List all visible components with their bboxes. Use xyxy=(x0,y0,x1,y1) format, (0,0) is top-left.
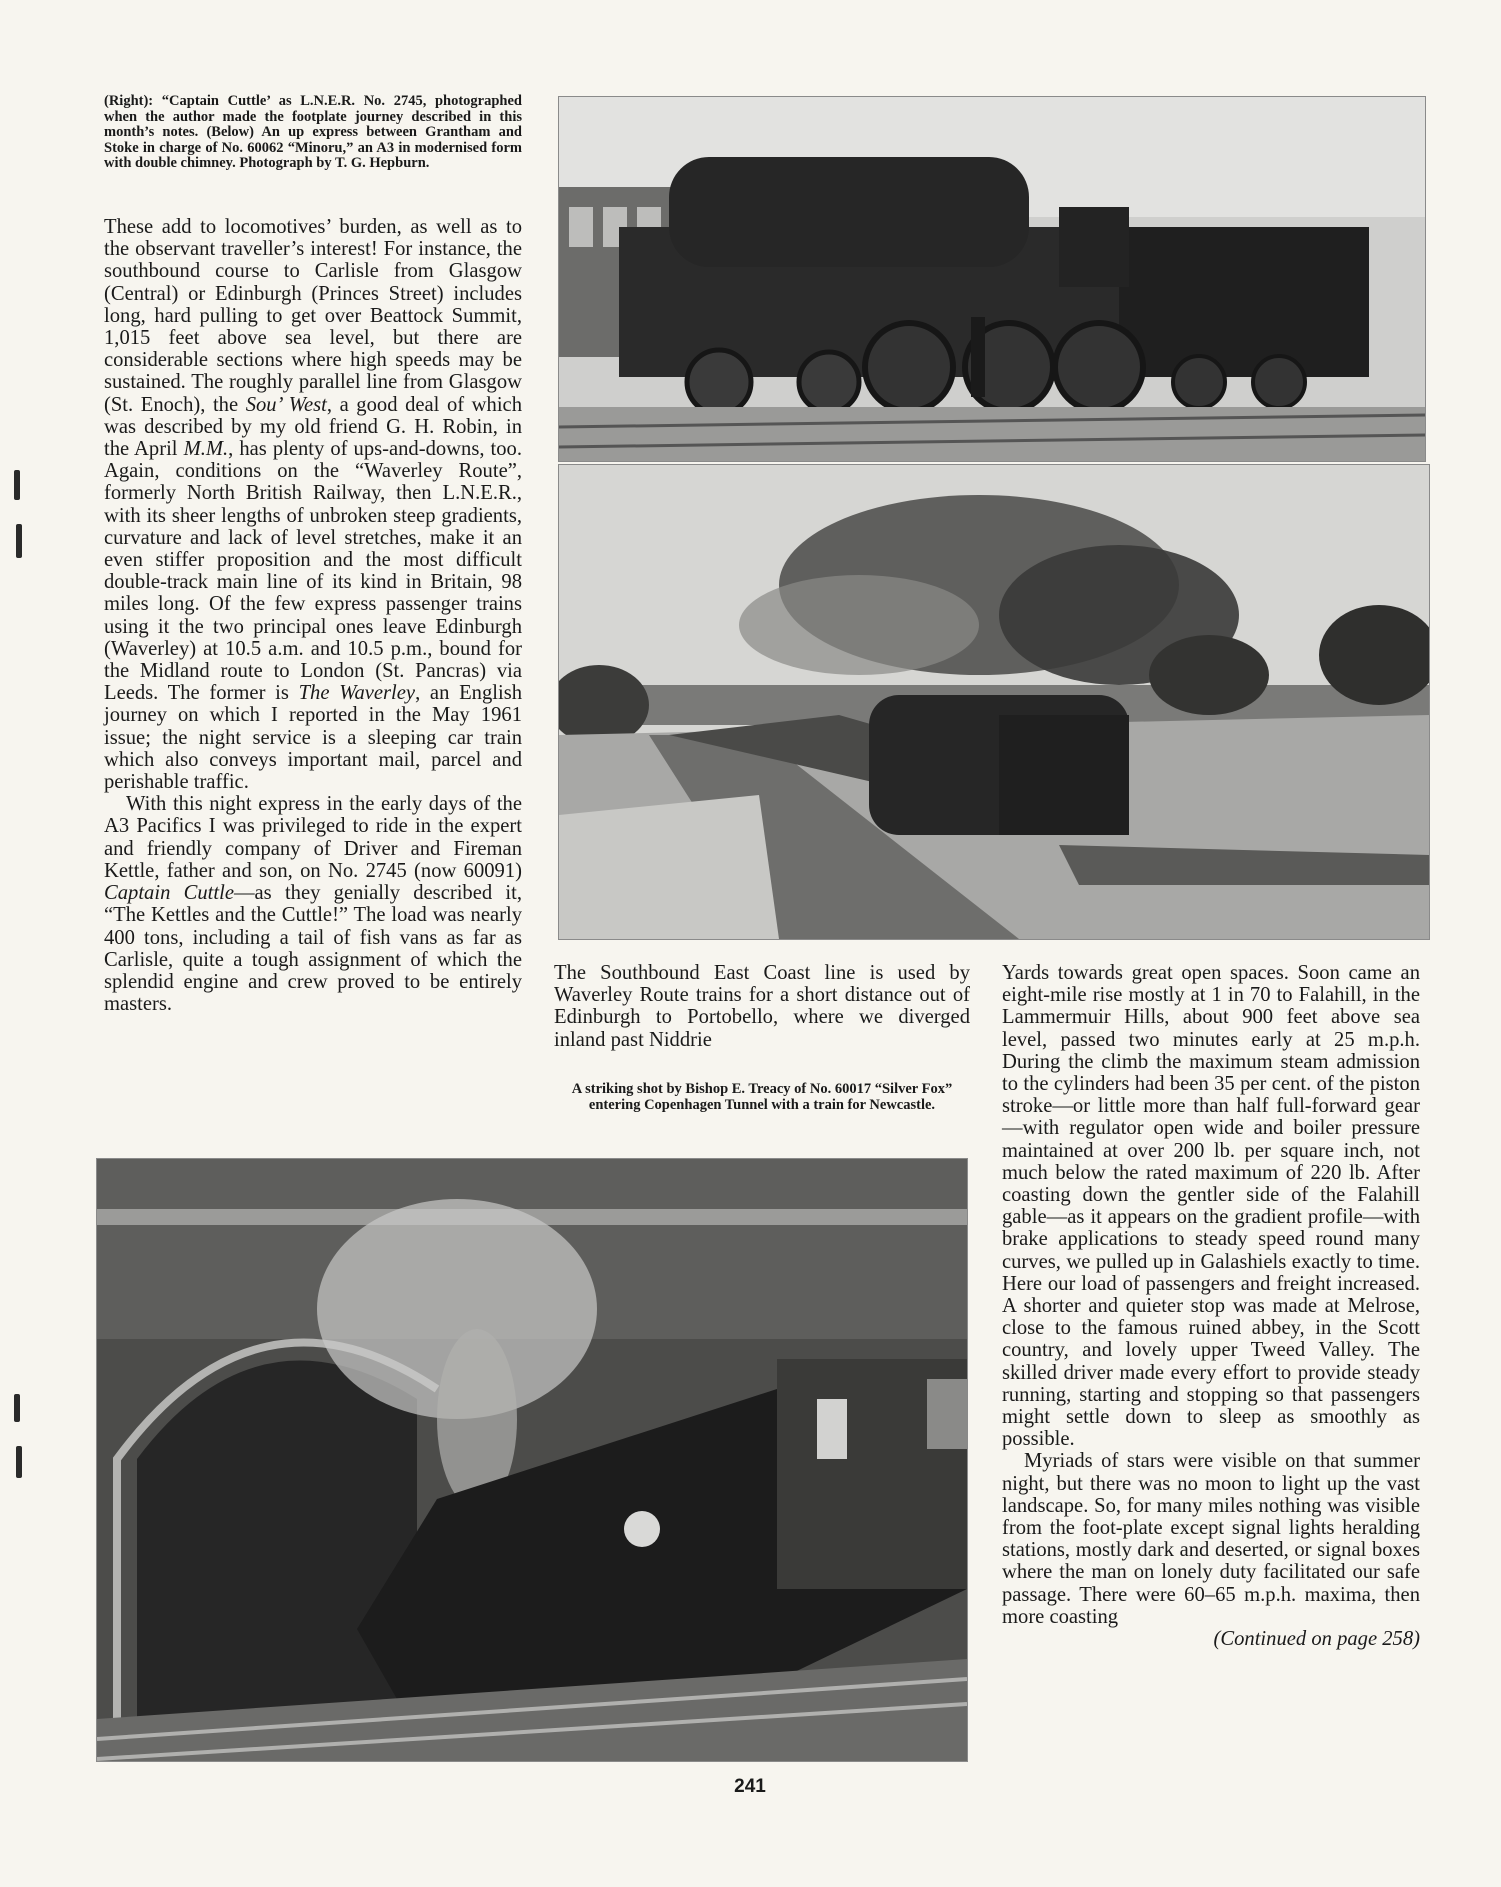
photo-captain-cuttle xyxy=(558,96,1426,462)
right-paragraph-1: Yards towards great open spaces. Soon came an eight-mile rise mostly at 1 in 70 to Falahill, in the Lammermuir Hills, about 900 feet above sea level, passed two minutes early at 25 m.p.h. During the climb the maximum steam admission to the cylinders had been 35 per cent. of the piston stroke—or little more than half full-forward gear—with regulator open wide and boiler pressure maintained at over 200 lb. per square inch, not much below the rated maximum of 220 lb. After coasting down the gentler side of the Falahill gable—as it appears on the gradient profile—with brake applications to steady speed round many curves, we pulled up in Galashiels exactly to time. Here our load of passengers and freight increased. A shorter and quieter stop was made at Melrose, close to the famous ruined abbey, in the Scott country, and lovely upper Tweed Valley. The skilled driver made every effort to provide steady running, starting and stopping so that passengers might settle down to sleep as smoothly as possible. xyxy=(1002,962,1420,1451)
continued-note: (Continued on page 258) xyxy=(1213,1628,1420,1651)
photo-silver-fox-tunnel xyxy=(96,1158,968,1762)
left-column-text xyxy=(104,216,522,1015)
right-column-text xyxy=(1002,962,1420,1650)
top-photo-caption: (Right): “Captain Cuttle’ as L.N.E.R. No. 2745, photographed when the author made the footplate journey described in this month’s notes. (Below) An up express between Grantham and Stoke in charge of No. 60062 “Minoru,” an A3 in modernised form with double chimney. Photograph by T. G. Hepburn. xyxy=(104,93,522,171)
page-number: 241 xyxy=(734,1776,766,1797)
tunnel-photo-caption: A striking shot by Bishop E. Treacy of No. 60017 “Silver Fox” entering Copenhagen Tunnel with a train for Newcastle. xyxy=(571,1081,953,1113)
binding-mark xyxy=(16,1446,22,1478)
middle-column-text: The Southbound East Coast line is used by Waverley Route trains for a short distance out of Edinburgh to Portobello, where we diverged inland past Niddrie xyxy=(554,962,970,1051)
photo-minoru-express xyxy=(558,464,1430,940)
binding-mark xyxy=(16,524,22,558)
left-paragraph-2: With this night express in the early days of the A3 Pacifics I was privileged to ride in the expert and friendly company of Driver and Fireman Kettle, father and son, on No. 2745 (now 60091) Captain Cuttle—as they genially described it, “The Kettles and the Cuttle!” The load was nearly 400 tons, including a tail of fish vans as far as Carlisle, quite a tough assignment of which the splendid engine and crew proved to be entirely masters. xyxy=(104,793,522,1016)
binding-mark xyxy=(14,470,20,500)
binding-mark xyxy=(14,1394,20,1422)
right-paragraph-2: Myriads of stars were visible on that summer night, but there was no moon to light up the vast landscape. So, for many miles nothing was visible from the foot-plate except signal lights heralding stations, mostly dark and deserted, or signal boxes where the man on lonely duty facilitated our safe passage. There were 60–65 m.p.h. maxima, then more coasting xyxy=(1002,1450,1420,1628)
left-paragraph-1: These add to locomotives’ burden, as well as to the observant traveller’s interest! For instance, the southbound course to Carlisle from Glasgow (Central) or Edinburgh (Princes Street) includes long, hard pulling to get over Beattock Summit, 1,015 feet above sea level, but there are considerable sections where high speeds may be sustained. The roughly parallel line from Glasgow (St. Enoch), the Sou’ West, a good deal of which was described by my old friend G. H. Robin, in the April M.M., has plenty of ups-and-downs, too. Again, conditions on the “Waverley Route”, formerly North British Railway, then L.N.E.R., with its sheer lengths of unbroken steep gradients, curvature and lack of level stretches, make it an even stiffer proposition and the most difficult double-track main line of its kind in Britain, 98 miles long. Of the few express passenger trains using it the two principal ones leave Edinburgh (Waverley) at 10.5 a.m. and 10.5 p.m., bound for the Midland route to London (St. Pancras) via Leeds. The former is The Waverley, an English journey on which I reported in the May 1961 issue; the night service is a sleeping car train which also conveys important mail, parcel and perishable traffic. xyxy=(104,216,523,794)
